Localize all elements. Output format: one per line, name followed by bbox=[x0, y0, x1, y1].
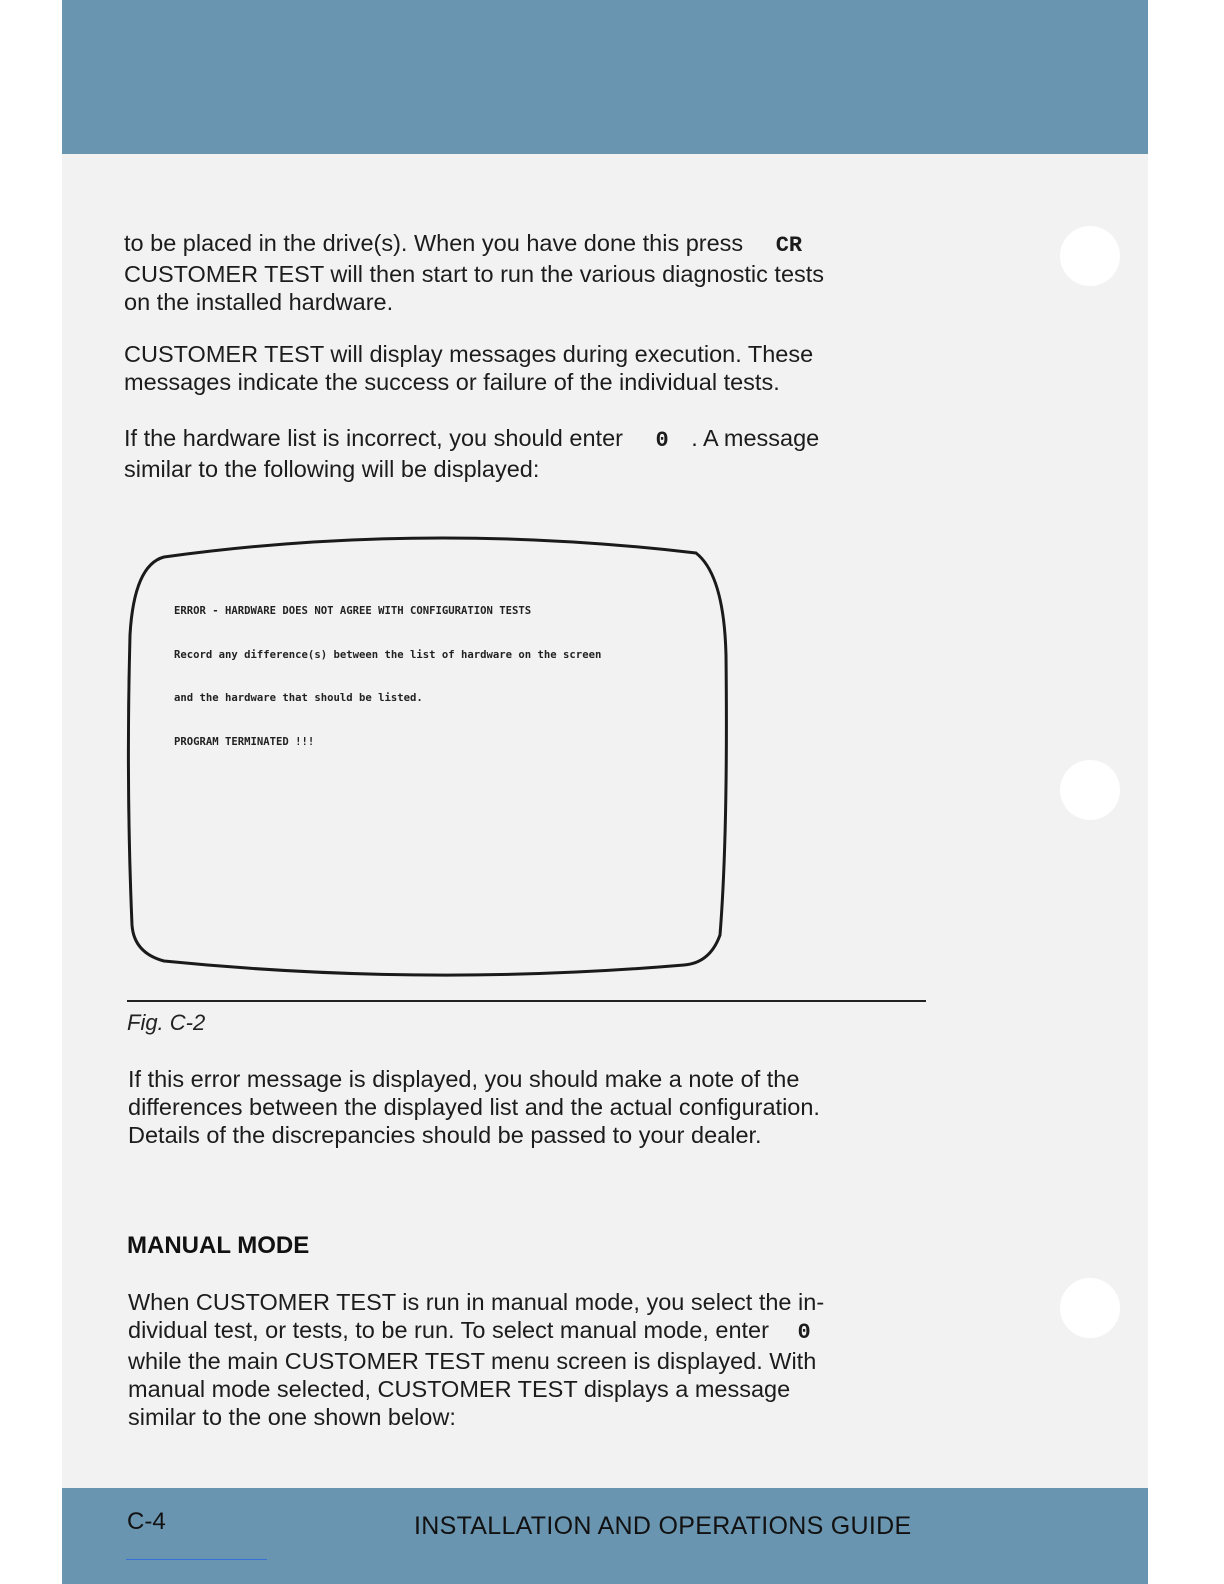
manual-zero-key: 0 bbox=[797, 1320, 811, 1345]
figure-divider bbox=[127, 1000, 926, 1002]
incorrect-line-1-end: . A message bbox=[691, 425, 820, 451]
intro-line-2: CUSTOMER TEST will then start to run the various diagnostic tests bbox=[124, 261, 825, 287]
guide-title: INSTALLATION AND OPERATIONS GUIDE bbox=[414, 1512, 912, 1540]
page-number: C-4 bbox=[127, 1508, 166, 1535]
manual-line-2 bbox=[128, 1316, 824, 1347]
footer-underline bbox=[126, 1559, 267, 1560]
intro-line-3: on the installed hardware. bbox=[124, 289, 394, 315]
section-heading: MANUAL MODE bbox=[127, 1232, 310, 1259]
error-line-4: PROGRAM TERMINATED !!! bbox=[174, 735, 315, 748]
cr-key: CR bbox=[775, 233, 803, 258]
intro-paragraph bbox=[124, 229, 824, 316]
manual-line-1: When CUSTOMER TEST is run in manual mode, you select the in- bbox=[128, 1289, 825, 1315]
messages-paragraph bbox=[124, 340, 813, 396]
header-band bbox=[62, 0, 1148, 154]
incorrect-line-1-text: If the hardware list is incorrect, you should enter bbox=[124, 425, 623, 451]
messages-line-2: messages indicate the success or failure of the individual tests. bbox=[124, 369, 780, 395]
manual-line-3: while the main CUSTOMER TEST menu screen is displayed. With bbox=[128, 1348, 817, 1374]
error-line-2: Record any difference(s) between the list of hardware on the screen bbox=[174, 648, 602, 661]
figure-caption: Fig. C-2 bbox=[127, 1010, 206, 1035]
messages-line-1: CUSTOMER TEST will display messages during execution. These bbox=[124, 341, 814, 367]
note-line-3: Details of the discrepancies should be passed to your dealer. bbox=[128, 1122, 762, 1148]
intro-line-1 bbox=[124, 229, 824, 260]
incorrect-list-paragraph bbox=[124, 424, 819, 483]
punch-hole-middle bbox=[1060, 760, 1120, 820]
error-message-block bbox=[174, 575, 601, 778]
punch-hole-top bbox=[1060, 226, 1120, 286]
incorrect-line-1 bbox=[124, 424, 819, 455]
manual-line-2-text: dividual test, or tests, to be run. To select manual mode, enter bbox=[128, 1317, 769, 1343]
manual-line-5: similar to the one shown below: bbox=[128, 1404, 456, 1430]
note-line-1: If this error message is displayed, you should make a note of the bbox=[128, 1066, 800, 1092]
intro-line-1-text: to be placed in the drive(s). When you have done this press bbox=[124, 230, 744, 256]
manual-line-4: manual mode selected, CUSTOMER TEST displays a message bbox=[128, 1376, 791, 1402]
error-line-3: and the hardware that should be listed. bbox=[174, 692, 423, 704]
manual-mode-paragraph bbox=[128, 1288, 824, 1431]
incorrect-line-2: similar to the following will be displayed: bbox=[124, 456, 540, 482]
monitor-screen-figure bbox=[124, 535, 730, 980]
zero-key: 0 bbox=[655, 428, 669, 453]
error-line-1: ERROR - HARDWARE DOES NOT AGREE WITH CONFIGURATION TESTS bbox=[174, 605, 532, 617]
error-note-paragraph bbox=[128, 1065, 820, 1149]
punch-hole-bottom bbox=[1060, 1278, 1120, 1338]
note-line-2: differences between the displayed list and the actual configuration. bbox=[128, 1094, 820, 1120]
